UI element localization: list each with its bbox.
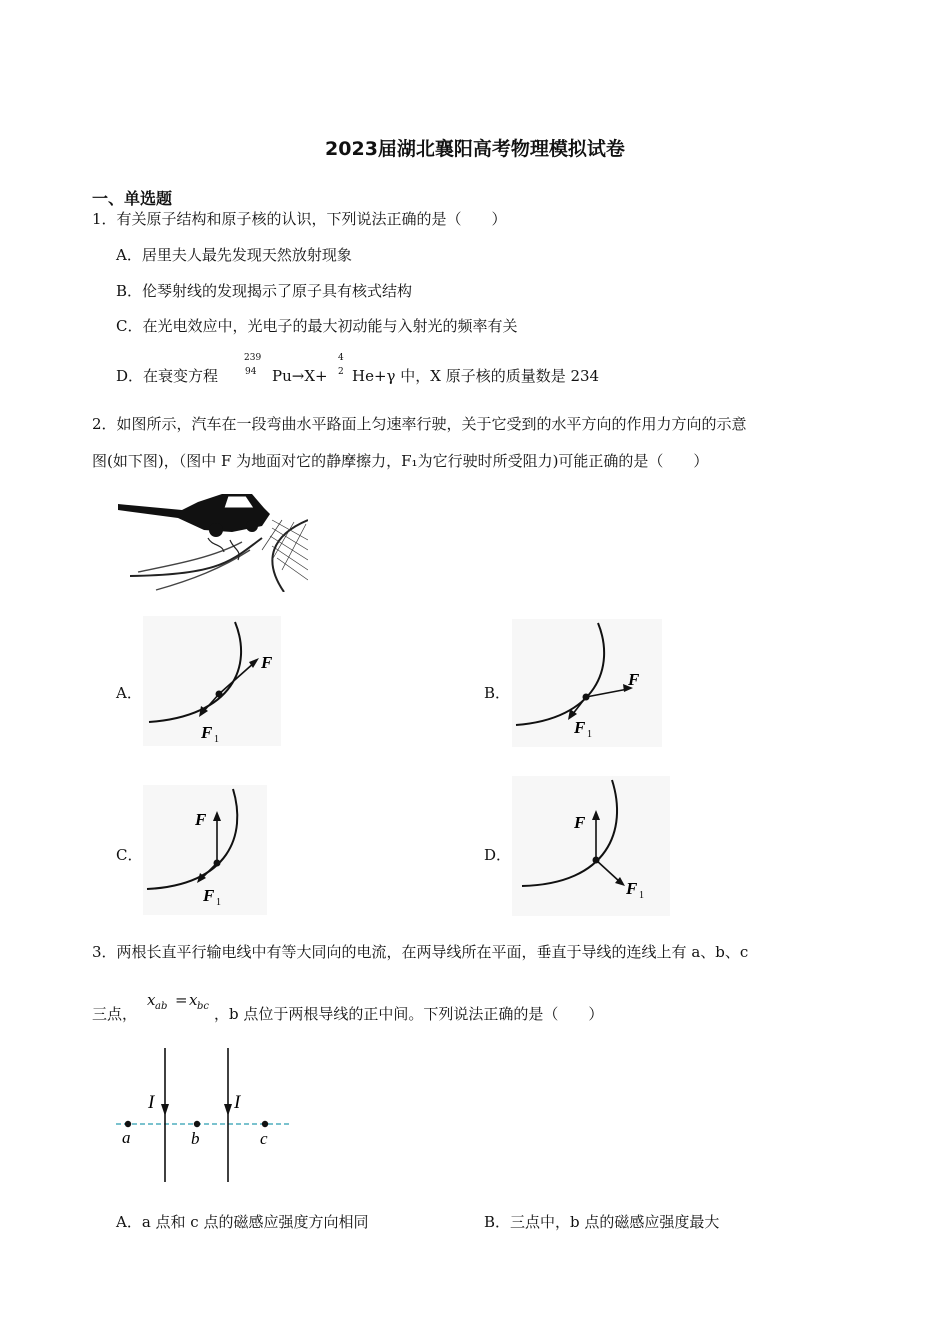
q3-x-bc: x xyxy=(189,991,198,1009)
diagram-option-c xyxy=(143,785,267,915)
page-title: 2023届湖北襄阳高考物理模拟试卷 xyxy=(325,138,625,160)
q3-stem-suffix: ，b 点位于两根导线的正中间。下列说法正确的是（ ） xyxy=(214,1005,604,1023)
q2-label-b: B． xyxy=(484,684,511,702)
q3-option-a: A．a 点和 c 点的磁感应强度方向相同 xyxy=(116,1213,369,1231)
pu-atomic-number: 94 xyxy=(245,367,257,377)
b-force-f: F xyxy=(628,670,640,689)
c-force-f1-sub: 1 xyxy=(216,897,221,908)
q1-option-a: A．居里夫人最先发现天然放射现象 xyxy=(116,246,352,264)
d-force-f: F xyxy=(574,813,586,832)
b-force-f1: F xyxy=(574,718,586,737)
q1-stem: 1．有关原子结构和原子核的认识，下列说法正确的是（ ） xyxy=(92,210,507,228)
q2-label-a: A． xyxy=(116,684,142,702)
q2-stem-line2: 图(如下图)，（图中 F 为地面对它的静摩擦力，F₁为它行驶时所受阻力)可能正确的是（ ） xyxy=(92,452,709,470)
left-current-label: I xyxy=(148,1092,155,1113)
he-atomic-number: 2 xyxy=(338,367,344,377)
parallel-wires-diagram xyxy=(110,1044,296,1184)
q1-option-d-mid: Pu→X+ xyxy=(272,367,328,385)
q1-option-b: B．伦琴射线的发现揭示了原子具有核式结构 xyxy=(116,282,413,300)
b-force-f1-sub: 1 xyxy=(587,729,592,740)
diagram-option-b xyxy=(512,619,662,747)
a-force-f1: F xyxy=(201,723,213,742)
car-on-curved-road-illustration xyxy=(112,480,308,592)
q1-option-c: C．在光电效应中，光电子的最大初动能与入射光的频率有关 xyxy=(116,317,518,335)
diagram-option-d xyxy=(512,776,670,916)
section-heading: 一、单选题 xyxy=(92,189,173,208)
c-force-f1: F xyxy=(203,886,215,905)
diagram-option-a xyxy=(143,616,281,746)
q2-label-d: D． xyxy=(484,846,512,864)
d-force-f1-sub: 1 xyxy=(639,890,644,901)
q2-stem-line1: 2．如图所示，汽车在一段弯曲水平路面上匀速率行驶，关于它受到的水平方向的作用力方向的示意 xyxy=(92,415,747,433)
q1-option-d-suffix: He+γ 中，X 原子核的质量数是 234 xyxy=(352,367,600,385)
right-current-label: I xyxy=(234,1092,241,1113)
a-force-f1-sub: 1 xyxy=(214,734,219,745)
q2-label-c: C． xyxy=(116,846,143,864)
point-c-label: c xyxy=(260,1129,268,1148)
q3-sub-bc: bc xyxy=(197,1001,210,1012)
q3-sub-ab: ab xyxy=(155,1001,168,1012)
c-force-f: F xyxy=(195,810,207,829)
point-b-label: b xyxy=(191,1129,200,1148)
q3-stem-prefix: 三点， xyxy=(92,1005,138,1023)
q1-option-d-prefix: D．在衰变方程 xyxy=(116,367,219,385)
he-mass-number: 4 xyxy=(338,353,344,363)
q3-x-ab: x xyxy=(147,991,156,1009)
a-force-f: F xyxy=(261,653,273,672)
d-force-f1: F xyxy=(626,879,638,898)
q3-stem-line1: 3．两根长直平行输电线中有等大同向的电流，在两导线所在平面，垂直于导线的连线上有 a、b、c xyxy=(92,943,749,961)
point-a-label: a xyxy=(122,1128,131,1147)
pu-mass-number: 239 xyxy=(244,353,262,363)
q3-option-b: B．三点中，b 点的磁感应强度最大 xyxy=(484,1213,720,1231)
q3-equals: = xyxy=(175,991,188,1009)
